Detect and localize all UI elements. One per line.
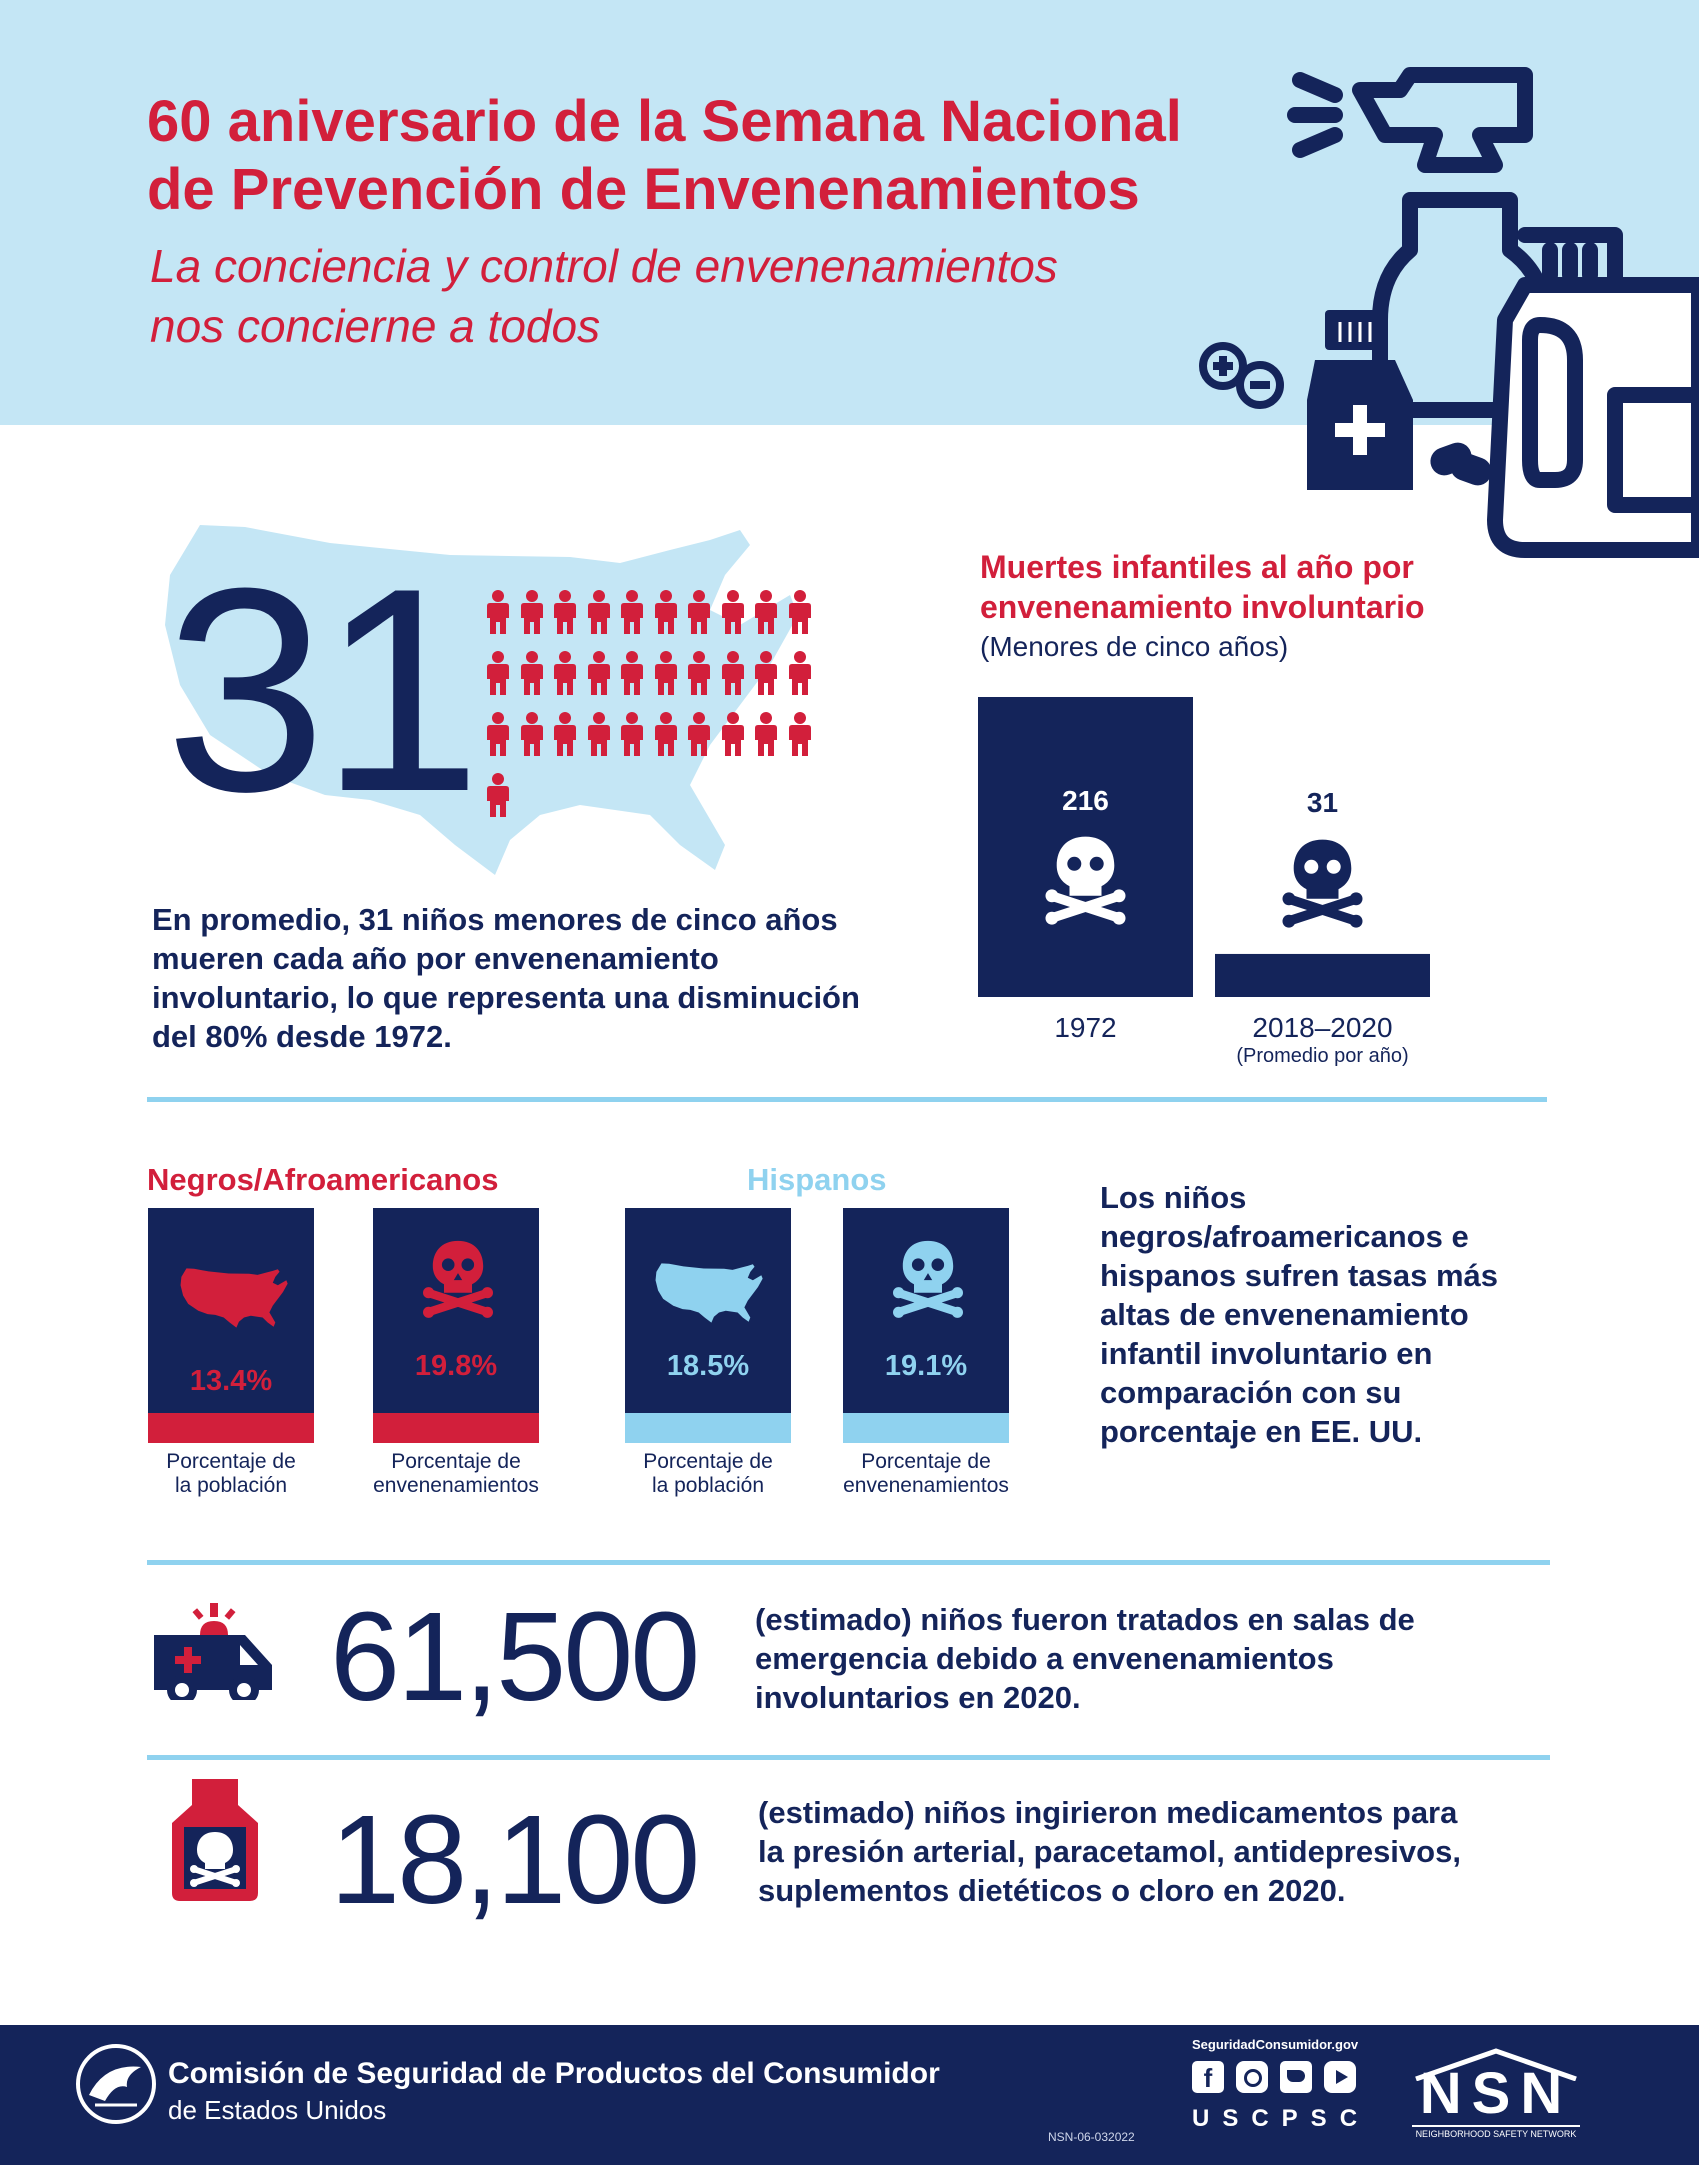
deaths-bar-chart <box>960 690 1480 1070</box>
skull-crossbones-icon <box>893 1238 963 1318</box>
chart-title: Muertes infantiles al año por envenenamiento involuntario <box>980 549 1425 625</box>
black-population-fill <box>148 1413 314 1443</box>
chart-category-note: (Promedio por año) <box>1236 1045 1409 1067</box>
social-handle: USCPSC <box>1192 2105 1371 2132</box>
section-divider <box>147 1755 1550 1760</box>
org-name-sub: de Estados Unidos <box>168 2095 387 2125</box>
black-poisoning-pct: 19.8% <box>414 1350 498 1382</box>
child-figure-icon <box>586 651 612 697</box>
black-population-pct: 13.4% <box>189 1365 273 1397</box>
child-figure-icon <box>619 590 645 636</box>
disparity-summary: Los niños negros/afroamericanos e hispanos sufren tasas más altas de envenenamiento infantil involuntario en comparación con su porcentaje en EE. UU. <box>1100 1180 1498 1449</box>
chart-category-label: 2018–2020 <box>1252 1012 1393 1043</box>
hispanic-poisoning-fill <box>843 1413 1009 1443</box>
child-figure-icon <box>552 712 578 758</box>
stat-text-er: (estimado) niños fueron tratados en salas de emergencia debido a envenenamientos involuntarios en 2020. <box>755 1602 1415 1715</box>
nsn-logo-sub: NEIGHBORHOOD SAFETY NETWORK <box>1412 2125 1580 2139</box>
black-poisoning-card <box>373 1208 539 1443</box>
hero-big-number: 31 <box>165 528 476 852</box>
child-figure-icon <box>720 651 746 697</box>
pills-icon <box>1203 346 1280 405</box>
child-figure-icon <box>552 590 578 636</box>
us-map-icon <box>178 1263 288 1333</box>
section-divider <box>147 1097 1547 1102</box>
capsule-icon <box>1426 439 1495 490</box>
twitter-icon[interactable] <box>1280 2061 1312 2093</box>
black-group-title: Negros/Afroamericanos <box>147 1162 499 1197</box>
child-figure-icon <box>485 773 511 819</box>
org-name: Comisión de Seguridad de Productos del Consumidor <box>168 2057 940 2090</box>
child-figure-icon <box>519 651 545 697</box>
page-title: 60 aniversario de la Semana Nacional de Prevención de Envenenamientos <box>147 89 1182 222</box>
hispanic-population-caption: Porcentaje de la población <box>643 1450 773 1497</box>
youtube-icon[interactable] <box>1324 2061 1356 2093</box>
section-divider <box>147 1560 1550 1565</box>
child-figure-icon <box>653 712 679 758</box>
hispanic-poisoning-pct: 19.1% <box>884 1350 968 1382</box>
hispanic-poisoning-caption: Porcentaje de envenenamientos <box>843 1450 1009 1497</box>
child-figures-grid <box>485 590 825 830</box>
website-link[interactable]: SeguridadConsumidor.gov <box>1192 2037 1359 2052</box>
child-figure-icon <box>586 712 612 758</box>
doc-code: NSN-06-032022 <box>1048 2130 1135 2144</box>
stat-number-er: 61,500 <box>330 1586 698 1727</box>
facebook-icon[interactable]: f <box>1192 2061 1224 2093</box>
child-figure-icon <box>720 712 746 758</box>
child-figure-icon <box>787 651 813 697</box>
nsn-logo: NSN <box>1419 2061 1573 2126</box>
hispanic-population-fill <box>625 1413 791 1443</box>
chart-value-label: 31 <box>1306 787 1339 818</box>
hispanic-population-card <box>625 1208 791 1443</box>
child-figure-icon <box>586 590 612 636</box>
chart-value-label: 216 <box>1062 785 1109 816</box>
child-figure-icon <box>787 590 813 636</box>
child-figure-icon <box>619 651 645 697</box>
chart-category-label: 1972 <box>1054 1012 1117 1043</box>
social-icons <box>1192 2061 1372 2097</box>
child-figure-icon <box>519 712 545 758</box>
child-figure-icon <box>485 651 511 697</box>
stat-number-ingested: 18,100 <box>330 1789 698 1930</box>
child-figure-icon <box>485 590 511 636</box>
child-figure-icon <box>485 712 511 758</box>
black-poisoning-caption: Porcentaje de envenenamientos <box>373 1450 539 1497</box>
child-figure-icon <box>753 590 779 636</box>
child-figure-icon <box>686 590 712 636</box>
child-figure-icon <box>787 712 813 758</box>
black-poisoning-fill <box>373 1413 539 1443</box>
child-figure-icon <box>552 651 578 697</box>
child-figure-icon <box>686 712 712 758</box>
child-figure-icon <box>653 590 679 636</box>
child-figure-icon <box>686 651 712 697</box>
child-figure-icon <box>720 590 746 636</box>
child-figure-icon <box>653 651 679 697</box>
bleach-jug-icon <box>1495 235 1699 550</box>
hispanic-group-title: Hispanos <box>747 1162 887 1197</box>
stat-text-ingested: (estimado) niños ingirieron medicamentos para la presión arterial, paracetamol, antidepresivos, suplementos dietéticos o cloro en 2020. <box>758 1795 1461 1908</box>
black-population-card <box>148 1208 314 1443</box>
ambulance-icon <box>150 1595 276 1700</box>
chart-subtitle: (Menores de cinco años) <box>980 631 1289 662</box>
chart-bar <box>1215 954 1430 997</box>
hispanic-poisoning-card <box>843 1208 1009 1443</box>
page-subtitle: La conciencia y control de envenenamientos nos concierne a todos <box>150 240 1058 352</box>
child-figure-icon <box>519 590 545 636</box>
hero-description: En promedio, 31 niños menores de cinco años mueren cada año por envenenamiento involuntario, lo que representa una disminución del 80% desde 1972. <box>152 902 860 1054</box>
child-figure-icon <box>753 712 779 758</box>
black-population-caption: Porcentaje de la población <box>166 1450 296 1497</box>
poison-bottle-icon <box>170 1775 260 1905</box>
hispanic-population-pct: 18.5% <box>666 1350 750 1382</box>
household-products-illustration <box>1195 60 1699 560</box>
skull-crossbones-icon <box>423 1238 493 1318</box>
cpsc-seal-logo <box>75 2043 157 2125</box>
child-figure-icon <box>753 651 779 697</box>
skull-crossbones-icon <box>1283 840 1363 928</box>
us-map-icon <box>653 1258 763 1328</box>
instagram-icon[interactable] <box>1236 2061 1268 2093</box>
child-figure-icon <box>619 712 645 758</box>
footer <box>0 2025 1699 2165</box>
